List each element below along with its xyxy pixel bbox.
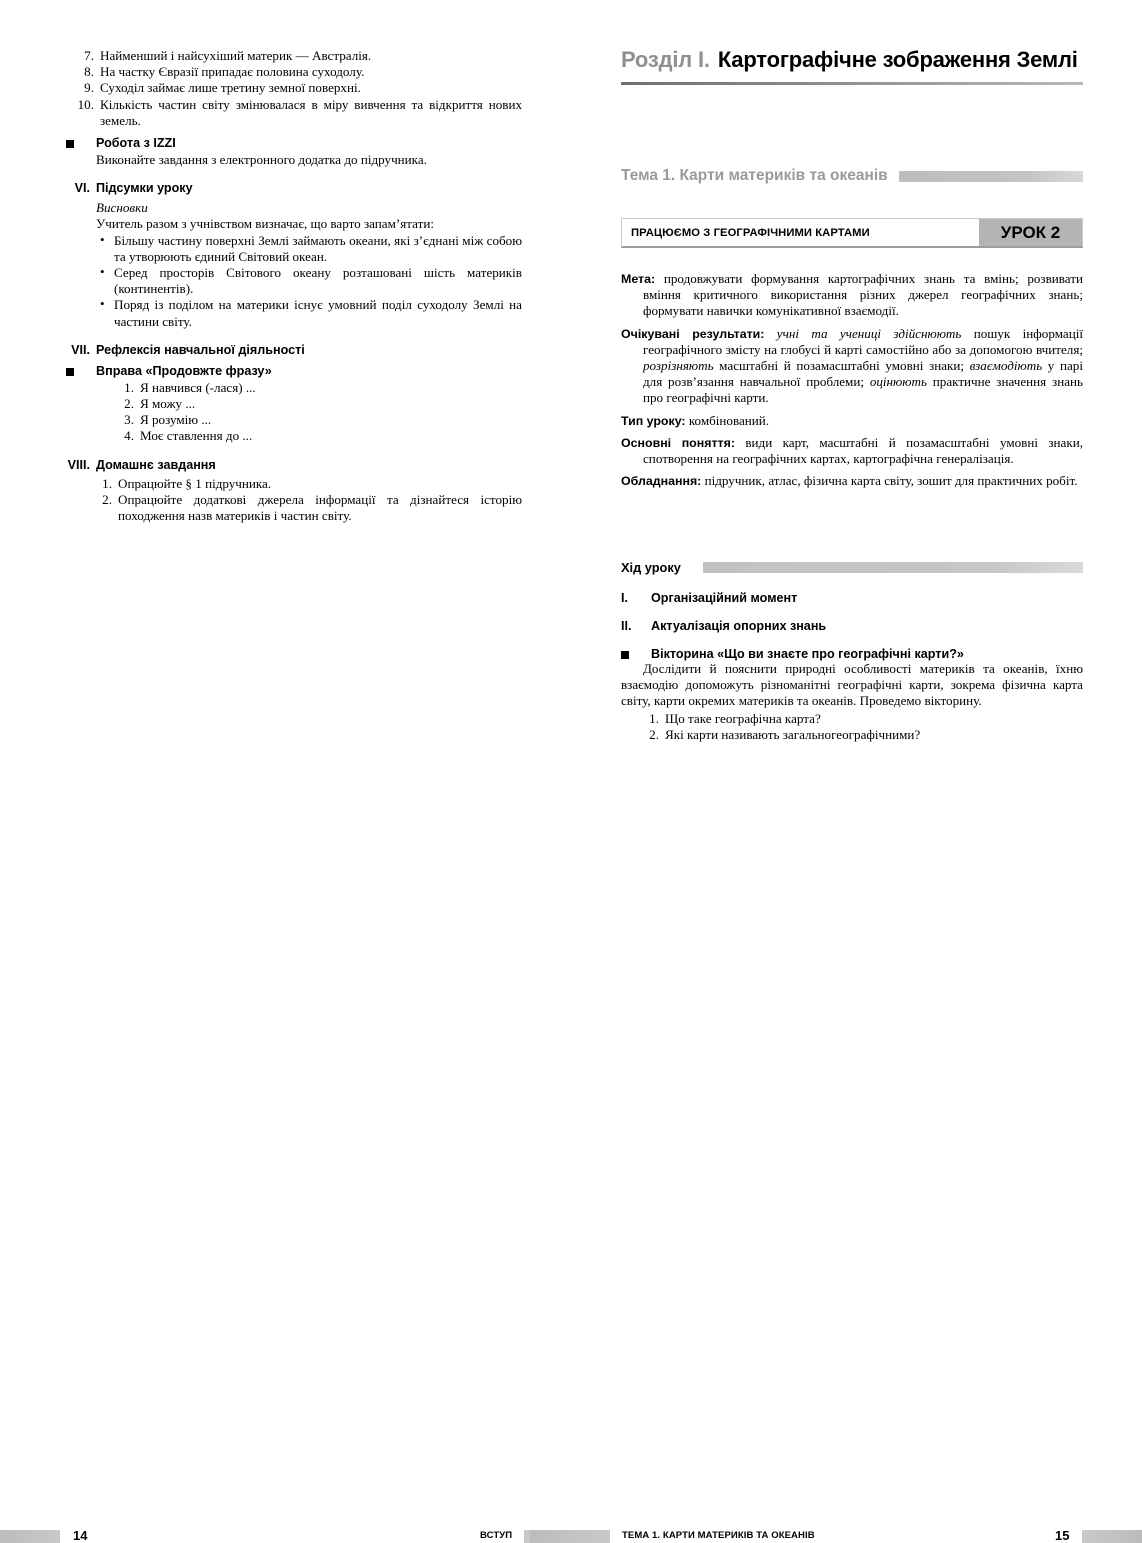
meta-text-italic: оцінюють	[869, 374, 927, 390]
meta-item-key-concepts	[621, 435, 1083, 467]
meta-item-lesson-type	[621, 413, 1083, 429]
chapter-heading	[621, 47, 1083, 73]
meta-text: продовжувати формування картографічних знань та вмінь; розвивати вміння критичного використання різних джерел географічних знань; формувати навички комунікативної взаємодії.	[643, 271, 1083, 319]
meta-text: підручник, атлас, фізична карта світу, зошит для практичних робіт.	[701, 473, 1078, 489]
step-heading-actualization	[621, 618, 1083, 635]
step-heading-quiz	[621, 646, 1083, 663]
list-item: • Поряд із поділом на материки існує умовний поділ суходолу Землі на частини світу.	[96, 297, 522, 329]
meta-item-expected-results	[621, 326, 1083, 407]
list-item	[118, 412, 522, 428]
theme-decorative-bar	[899, 171, 1083, 182]
list-item	[96, 492, 522, 524]
page-footers	[0, 760, 1142, 1543]
footer-running-head-left: ВСТУП	[480, 1530, 513, 1541]
meta-item-goal	[621, 271, 1083, 320]
list-item-text: Кількість частин світу змінювалася в міру вивчення та відкриття нових земель.	[100, 96, 522, 128]
meta-text: комбінований.	[685, 412, 770, 428]
list-item	[66, 97, 522, 129]
list-item	[66, 64, 522, 80]
meta-label: Основні поняття:	[621, 435, 735, 450]
left-page-content	[66, 48, 522, 524]
list-item-number: 10.	[77, 96, 94, 112]
list-item-number: 4.	[124, 428, 134, 444]
list-item-number: 7.	[84, 48, 94, 63]
list-item	[118, 380, 522, 396]
section-vii-heading	[66, 342, 522, 359]
list-item-number: 2.	[124, 396, 134, 412]
section-vi-heading	[66, 180, 522, 197]
section-viii-roman: VIII.	[67, 457, 90, 472]
footer-page-number-left: 14	[73, 1528, 88, 1543]
list-item-text: На частку Євразії припадає половина суходолу.	[100, 64, 365, 80]
square-bullet-icon	[66, 368, 74, 376]
chapter-number: Розділ I.	[621, 47, 710, 72]
list-item-text: Опрацюйте § 1 підручника.	[118, 475, 272, 491]
step-roman: I.	[621, 591, 628, 605]
step-label: Вікторина «Що ви знаєте про географічні карти?»	[651, 647, 964, 661]
chapter-rule	[621, 82, 1083, 85]
meta-label: Обладнання:	[621, 474, 702, 489]
list-item-number: 1.	[102, 475, 112, 491]
quiz-question-list	[621, 711, 1083, 743]
list-item-number: 2.	[102, 491, 112, 507]
list-item-text: Найменший і найсухіший материк — Австралія.	[100, 48, 372, 63]
list-item-text: Моє ставлення до ...	[140, 428, 253, 444]
footer-bar-left-outer	[0, 1530, 60, 1543]
lesson-steps	[621, 590, 1083, 743]
meta-text-italic: учні та учениці здійснюють	[764, 325, 962, 341]
theme-heading	[621, 167, 1083, 185]
exercise-heading-label: Вправа «Продовжте фразу»	[96, 363, 272, 378]
lesson-topic-label: ПРАЦЮЄМО З ГЕОГРАФІЧНИМИ КАРТАМИ	[631, 226, 870, 239]
left-page	[0, 0, 571, 827]
list-item-text: Що таке географічна карта?	[665, 710, 821, 726]
exercise-heading	[96, 363, 522, 380]
section-viii-heading	[66, 457, 522, 474]
meta-text: у парі для розв’язання навчальної проблеми;	[643, 358, 1083, 390]
conclusions-numbered-list	[66, 48, 522, 129]
footer-bar-right-outer	[1082, 1530, 1142, 1543]
section-vi-label: Підсумки уроку	[96, 181, 193, 196]
list-item	[118, 428, 522, 444]
list-item	[643, 711, 1083, 727]
step-label: Актуалізація опорних знань	[651, 619, 827, 633]
list-item-number: 1.	[649, 710, 659, 726]
meta-text: практичне значення знань про географічні карти.	[643, 374, 1083, 406]
list-item	[118, 396, 522, 412]
list-item-text: Я розумію ...	[140, 412, 212, 428]
list-item-number: 3.	[124, 412, 134, 428]
square-bullet-icon	[66, 140, 74, 148]
izzi-text: Виконайте завдання з електронного додатка до підручника.	[96, 152, 427, 168]
conclusions-intro: Учитель разом з учнівством визначає, що варто запам’ятати:	[96, 216, 435, 232]
list-item-text: Суходіл займає лише третину земної поверхні.	[100, 80, 361, 96]
meta-text-italic: взаємодіють	[969, 358, 1043, 374]
list-item-text: Я навчився (-лася) ...	[140, 379, 256, 395]
meta-label: Очікувані результати:	[621, 326, 765, 341]
list-item-number: 9.	[84, 80, 94, 96]
list-item-text: Які карти називають загальногеографічними?	[665, 726, 921, 742]
meta-item-equipment	[621, 473, 1083, 489]
quiz-intro-paragraph: Дослідити й пояснити природні особливості материків та океанів, їхню взаємодію допоможуть різноманітні географічні карти, зокрема фізична карта світу, карти окремих материків та океанів. Проведемо вікторину.	[621, 661, 1083, 709]
meta-text: масштабні й позамасштабні умовні знаки;	[713, 358, 970, 374]
list-item-number: 2.	[649, 726, 659, 742]
homework-list	[66, 476, 522, 525]
course-label: Хід уроку	[621, 560, 681, 575]
list-item-text: Опрацюйте додаткові джерела інформації та дізнайтеся історію походження назв материків і частин світу.	[118, 491, 522, 524]
step-roman: II.	[621, 619, 632, 633]
izzi-heading	[66, 135, 522, 152]
step-label: Організаційний момент	[651, 591, 798, 605]
izzi-heading-label: Робота з IZZI	[96, 136, 176, 151]
list-item-text: Я можу ...	[140, 396, 196, 412]
conclusions-subheading: Висновки	[96, 200, 148, 216]
section-vi-roman: VI.	[74, 181, 90, 196]
meta-label: Мета:	[621, 272, 656, 286]
lesson-header-bar	[621, 218, 1083, 248]
list-item	[66, 80, 522, 96]
list-item-number: 8.	[84, 64, 94, 80]
chapter-title: Картографічне зображення Землі	[717, 47, 1078, 72]
lesson-number-badge: УРОК 2	[979, 219, 1082, 246]
meta-text: пошук інформації географічного змісту на глобусі й карті самостійно або за допомогою вчителя;	[643, 325, 1083, 357]
theme-label: Тема 1. Карти материків та океанів	[621, 167, 888, 184]
footer-bar-right-inner	[530, 1530, 610, 1543]
footer-running-head-right: ТЕМА 1. КАРТИ МАТЕРИКІВ ТА ОКЕАНІВ	[622, 1530, 815, 1541]
footer-page-number-right: 15	[1055, 1528, 1070, 1543]
list-item	[643, 727, 1083, 743]
list-item-number: 1.	[124, 379, 134, 395]
course-of-lesson-heading	[621, 560, 1083, 575]
square-bullet-icon	[621, 651, 629, 659]
reflection-list	[66, 380, 522, 445]
meta-text-italic: розрізняють	[643, 358, 714, 374]
section-viii-label: Домашнє завдання	[96, 457, 216, 472]
list-item: • Більшу частину поверхні Землі займають океани, які з’єднані між собою та утворюють єдиний Світовий океан.	[96, 233, 522, 265]
list-item: • Серед просторів Світового океану розташовані шість материків (континентів).	[96, 265, 522, 297]
section-vii-label: Рефлексія навчальної діяльності	[96, 342, 305, 357]
lesson-meta-block	[621, 271, 1083, 495]
step-heading-organizational	[621, 590, 1083, 607]
course-decorative-bar	[703, 562, 1083, 573]
list-item	[66, 48, 522, 64]
section-vii-roman: VII.	[71, 342, 90, 357]
list-item	[96, 476, 522, 492]
meta-text: види карт, масштабні й позамасштабні умовні знаки, спотворення на географічних картах, картографічна генералізація.	[643, 434, 1084, 467]
conclusions-bullet-list	[96, 233, 522, 330]
meta-label: Тип уроку:	[621, 413, 686, 428]
